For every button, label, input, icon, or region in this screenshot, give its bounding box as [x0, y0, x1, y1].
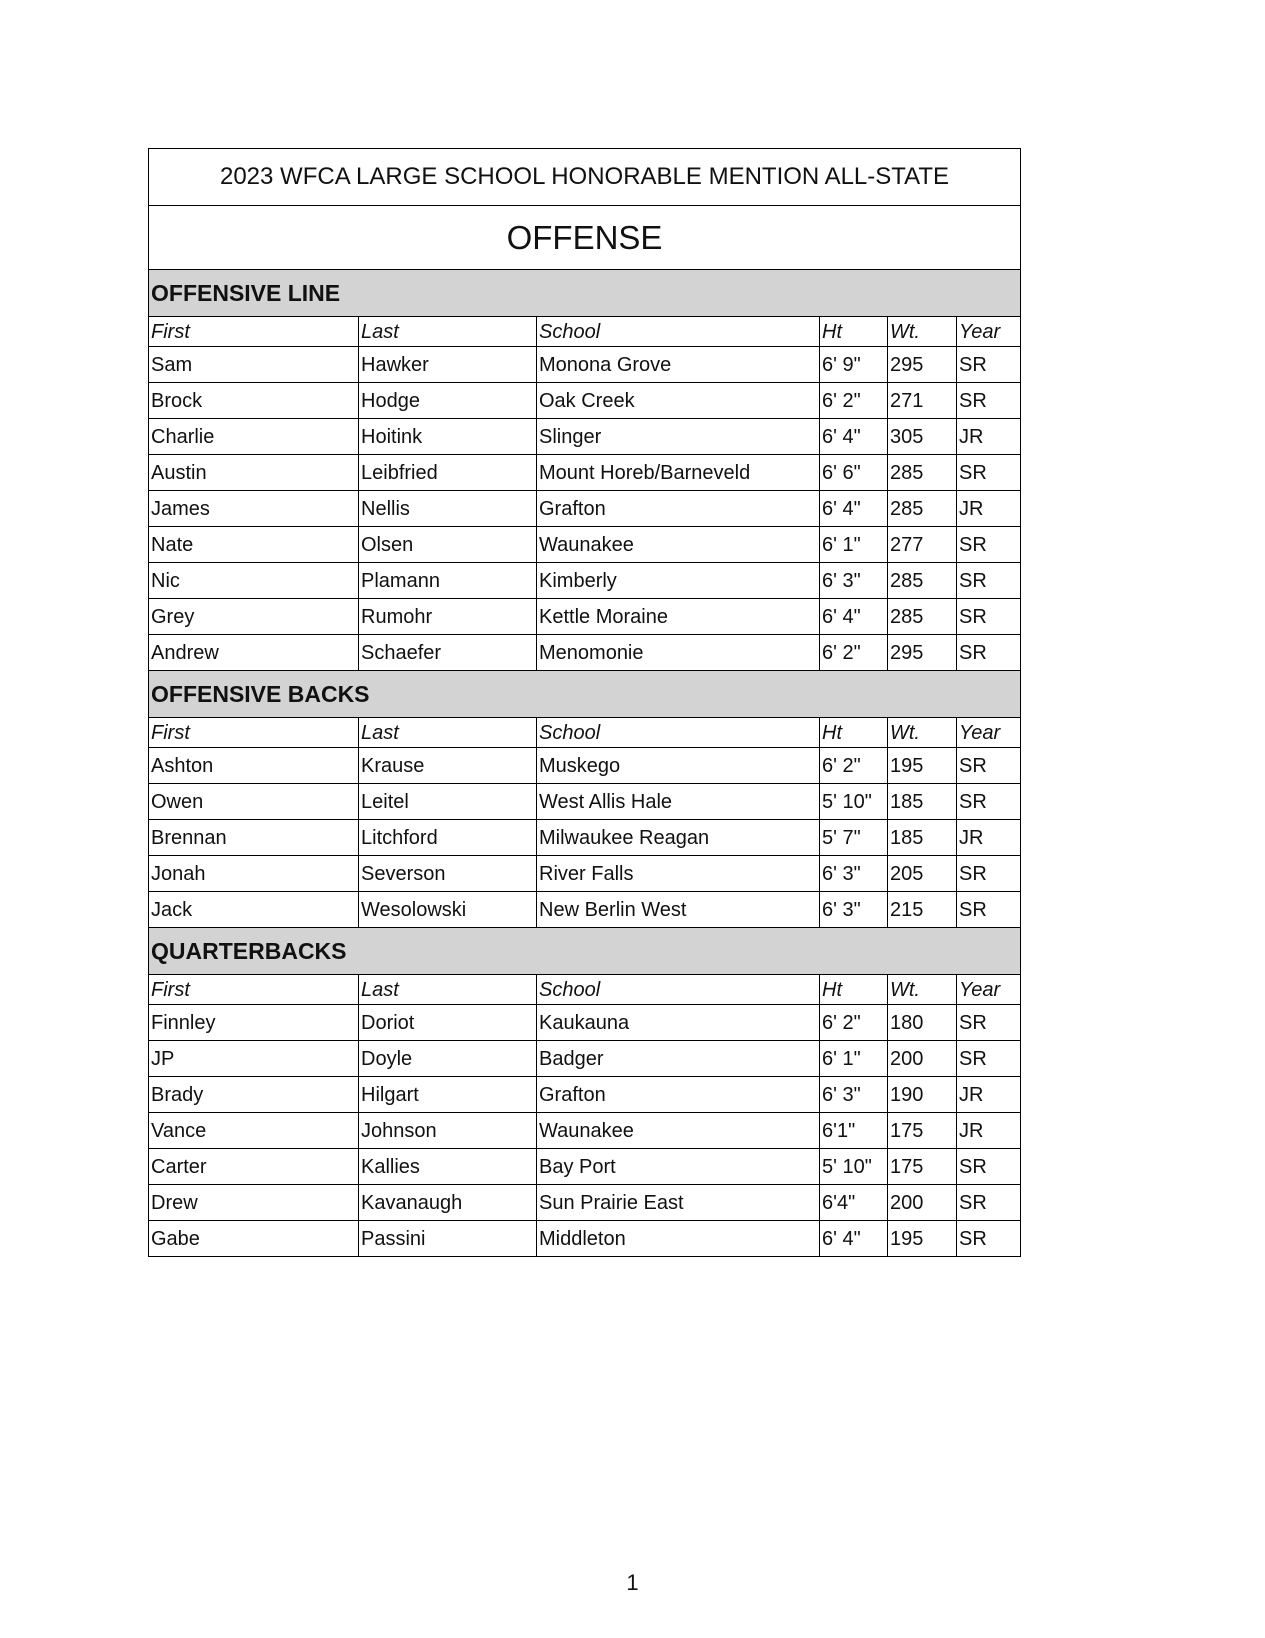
cell-year: SR	[957, 383, 1021, 419]
column-header-school: School	[537, 317, 820, 347]
table-row	[149, 1221, 1021, 1257]
cell-last-name: Leitel	[359, 784, 537, 820]
cell-weight: 175	[888, 1113, 957, 1149]
cell-year: SR	[957, 1041, 1021, 1077]
cell-first-name: Jack	[149, 892, 359, 928]
cell-weight: 285	[888, 491, 957, 527]
cell-school: Kimberly	[537, 563, 820, 599]
table-row	[149, 1005, 1021, 1041]
column-header-row	[149, 975, 1021, 1005]
cell-last-name: Doriot	[359, 1005, 537, 1041]
cell-height: 6' 3"	[820, 892, 888, 928]
cell-weight: 285	[888, 599, 957, 635]
cell-height: 5' 7"	[820, 820, 888, 856]
cell-weight: 180	[888, 1005, 957, 1041]
cell-first-name: Charlie	[149, 419, 359, 455]
cell-year: SR	[957, 748, 1021, 784]
cell-height: 6' 3"	[820, 856, 888, 892]
table-row	[149, 347, 1021, 383]
cell-height: 6' 9"	[820, 347, 888, 383]
table-row	[149, 455, 1021, 491]
cell-last-name: Severson	[359, 856, 537, 892]
cell-weight: 285	[888, 455, 957, 491]
table-row	[149, 635, 1021, 671]
cell-school: Waunakee	[537, 1113, 820, 1149]
cell-height: 6' 4"	[820, 419, 888, 455]
cell-first-name: Brady	[149, 1077, 359, 1113]
cell-school: Slinger	[537, 419, 820, 455]
title-row	[149, 149, 1021, 206]
section-header-row-offensive-line	[149, 270, 1021, 317]
cell-height: 6' 2"	[820, 1005, 888, 1041]
cell-year: SR	[957, 563, 1021, 599]
section-header-row-quarterbacks	[149, 928, 1021, 975]
cell-school: West Allis Hale	[537, 784, 820, 820]
cell-school: Kaukauna	[537, 1005, 820, 1041]
table-row	[149, 1077, 1021, 1113]
cell-last-name: Johnson	[359, 1113, 537, 1149]
section-title-offensive-backs: OFFENSIVE BACKS	[149, 671, 1021, 718]
cell-first-name: JP	[149, 1041, 359, 1077]
cell-weight: 295	[888, 635, 957, 671]
cell-weight: 200	[888, 1041, 957, 1077]
cell-first-name: Andrew	[149, 635, 359, 671]
cell-school: Middleton	[537, 1221, 820, 1257]
table-row	[149, 892, 1021, 928]
honorable-mention-table	[148, 148, 1021, 1257]
cell-height: 6' 4"	[820, 1221, 888, 1257]
cell-height: 6' 6"	[820, 455, 888, 491]
cell-year: SR	[957, 1185, 1021, 1221]
cell-weight: 295	[888, 347, 957, 383]
cell-first-name: Carter	[149, 1149, 359, 1185]
cell-year: JR	[957, 820, 1021, 856]
cell-height: 6' 1"	[820, 527, 888, 563]
cell-height: 5' 10"	[820, 1149, 888, 1185]
cell-school: Grafton	[537, 1077, 820, 1113]
cell-school: Sun Prairie East	[537, 1185, 820, 1221]
cell-last-name: Wesolowski	[359, 892, 537, 928]
cell-first-name: Gabe	[149, 1221, 359, 1257]
table-row	[149, 491, 1021, 527]
table-row	[149, 1149, 1021, 1185]
table-row	[149, 599, 1021, 635]
cell-school: River Falls	[537, 856, 820, 892]
cell-last-name: Hawker	[359, 347, 537, 383]
cell-height: 5' 10"	[820, 784, 888, 820]
cell-first-name: Drew	[149, 1185, 359, 1221]
cell-year: JR	[957, 1113, 1021, 1149]
cell-last-name: Doyle	[359, 1041, 537, 1077]
cell-weight: 305	[888, 419, 957, 455]
cell-weight: 185	[888, 820, 957, 856]
cell-first-name: Vance	[149, 1113, 359, 1149]
column-header-height: Ht	[820, 317, 888, 347]
cell-last-name: Hoitink	[359, 419, 537, 455]
document-title: 2023 WFCA LARGE SCHOOL HONORABLE MENTION ALL-STATE	[149, 149, 1021, 206]
cell-height: 6' 4"	[820, 599, 888, 635]
cell-year: JR	[957, 419, 1021, 455]
cell-year: SR	[957, 856, 1021, 892]
cell-school: Milwaukee Reagan	[537, 820, 820, 856]
table-row	[149, 820, 1021, 856]
cell-first-name: Nic	[149, 563, 359, 599]
table-row	[149, 419, 1021, 455]
cell-first-name: James	[149, 491, 359, 527]
cell-last-name: Passini	[359, 1221, 537, 1257]
cell-first-name: Ashton	[149, 748, 359, 784]
table-row	[149, 527, 1021, 563]
column-header-last-name: Last	[359, 975, 537, 1005]
column-header-weight: Wt.	[888, 718, 957, 748]
cell-year: SR	[957, 1149, 1021, 1185]
cell-height: 6' 2"	[820, 383, 888, 419]
cell-year: SR	[957, 599, 1021, 635]
cell-year: SR	[957, 347, 1021, 383]
cell-last-name: Hodge	[359, 383, 537, 419]
cell-year: JR	[957, 491, 1021, 527]
cell-last-name: Kallies	[359, 1149, 537, 1185]
cell-first-name: Finnley	[149, 1005, 359, 1041]
cell-weight: 195	[888, 748, 957, 784]
cell-height: 6' 2"	[820, 635, 888, 671]
cell-height: 6'1"	[820, 1113, 888, 1149]
cell-school: Monona Grove	[537, 347, 820, 383]
column-header-last-name: Last	[359, 317, 537, 347]
cell-weight: 175	[888, 1149, 957, 1185]
cell-school: Kettle Moraine	[537, 599, 820, 635]
table-row	[149, 856, 1021, 892]
cell-last-name: Nellis	[359, 491, 537, 527]
page-number: 1	[626, 1570, 639, 1595]
cell-first-name: Brennan	[149, 820, 359, 856]
cell-school: Menomonie	[537, 635, 820, 671]
section-title-quarterbacks: QUARTERBACKS	[149, 928, 1021, 975]
cell-last-name: Litchford	[359, 820, 537, 856]
cell-year: SR	[957, 784, 1021, 820]
column-header-height: Ht	[820, 975, 888, 1005]
cell-first-name: Brock	[149, 383, 359, 419]
cell-weight: 200	[888, 1185, 957, 1221]
cell-school: Mount Horeb/Barneveld	[537, 455, 820, 491]
cell-first-name: Sam	[149, 347, 359, 383]
column-header-weight: Wt.	[888, 317, 957, 347]
cell-school: Bay Port	[537, 1149, 820, 1185]
cell-first-name: Grey	[149, 599, 359, 635]
cell-year: SR	[957, 892, 1021, 928]
table-row	[149, 1113, 1021, 1149]
column-header-year: Year	[957, 317, 1021, 347]
column-header-row	[149, 718, 1021, 748]
cell-weight: 271	[888, 383, 957, 419]
cell-last-name: Plamann	[359, 563, 537, 599]
column-header-first-name: First	[149, 975, 359, 1005]
cell-height: 6' 3"	[820, 1077, 888, 1113]
cell-school: Grafton	[537, 491, 820, 527]
cell-weight: 277	[888, 527, 957, 563]
cell-last-name: Kavanaugh	[359, 1185, 537, 1221]
column-header-height: Ht	[820, 718, 888, 748]
column-header-school: School	[537, 718, 820, 748]
column-header-last-name: Last	[359, 718, 537, 748]
cell-year: SR	[957, 1221, 1021, 1257]
cell-last-name: Schaefer	[359, 635, 537, 671]
cell-school: Oak Creek	[537, 383, 820, 419]
cell-year: SR	[957, 527, 1021, 563]
section-group-title: OFFENSE	[149, 206, 1021, 270]
column-header-year: Year	[957, 718, 1021, 748]
table-row	[149, 748, 1021, 784]
table-row	[149, 784, 1021, 820]
cell-school: Muskego	[537, 748, 820, 784]
column-header-first-name: First	[149, 718, 359, 748]
cell-last-name: Hilgart	[359, 1077, 537, 1113]
cell-first-name: Austin	[149, 455, 359, 491]
table-row	[149, 383, 1021, 419]
cell-height: 6' 4"	[820, 491, 888, 527]
cell-height: 6' 3"	[820, 563, 888, 599]
column-header-school: School	[537, 975, 820, 1005]
cell-first-name: Jonah	[149, 856, 359, 892]
cell-last-name: Krause	[359, 748, 537, 784]
cell-school: New Berlin West	[537, 892, 820, 928]
cell-weight: 215	[888, 892, 957, 928]
cell-first-name: Owen	[149, 784, 359, 820]
cell-weight: 185	[888, 784, 957, 820]
cell-weight: 205	[888, 856, 957, 892]
cell-last-name: Olsen	[359, 527, 537, 563]
column-header-first-name: First	[149, 317, 359, 347]
cell-height: 6' 1"	[820, 1041, 888, 1077]
cell-last-name: Rumohr	[359, 599, 537, 635]
table-row	[149, 1185, 1021, 1221]
cell-weight: 190	[888, 1077, 957, 1113]
column-header-weight: Wt.	[888, 975, 957, 1005]
cell-year: JR	[957, 1077, 1021, 1113]
column-header-year: Year	[957, 975, 1021, 1005]
cell-last-name: Leibfried	[359, 455, 537, 491]
cell-weight: 285	[888, 563, 957, 599]
cell-school: Waunakee	[537, 527, 820, 563]
cell-year: SR	[957, 1005, 1021, 1041]
table-row	[149, 563, 1021, 599]
cell-height: 6'4"	[820, 1185, 888, 1221]
cell-school: Badger	[537, 1041, 820, 1077]
subtitle-row	[149, 206, 1021, 270]
section-header-row-offensive-backs	[149, 671, 1021, 718]
section-title-offensive-line: OFFENSIVE LINE	[149, 270, 1021, 317]
column-header-row	[149, 317, 1021, 347]
cell-year: SR	[957, 455, 1021, 491]
cell-first-name: Nate	[149, 527, 359, 563]
cell-height: 6' 2"	[820, 748, 888, 784]
table-row	[149, 1041, 1021, 1077]
cell-year: SR	[957, 635, 1021, 671]
cell-weight: 195	[888, 1221, 957, 1257]
